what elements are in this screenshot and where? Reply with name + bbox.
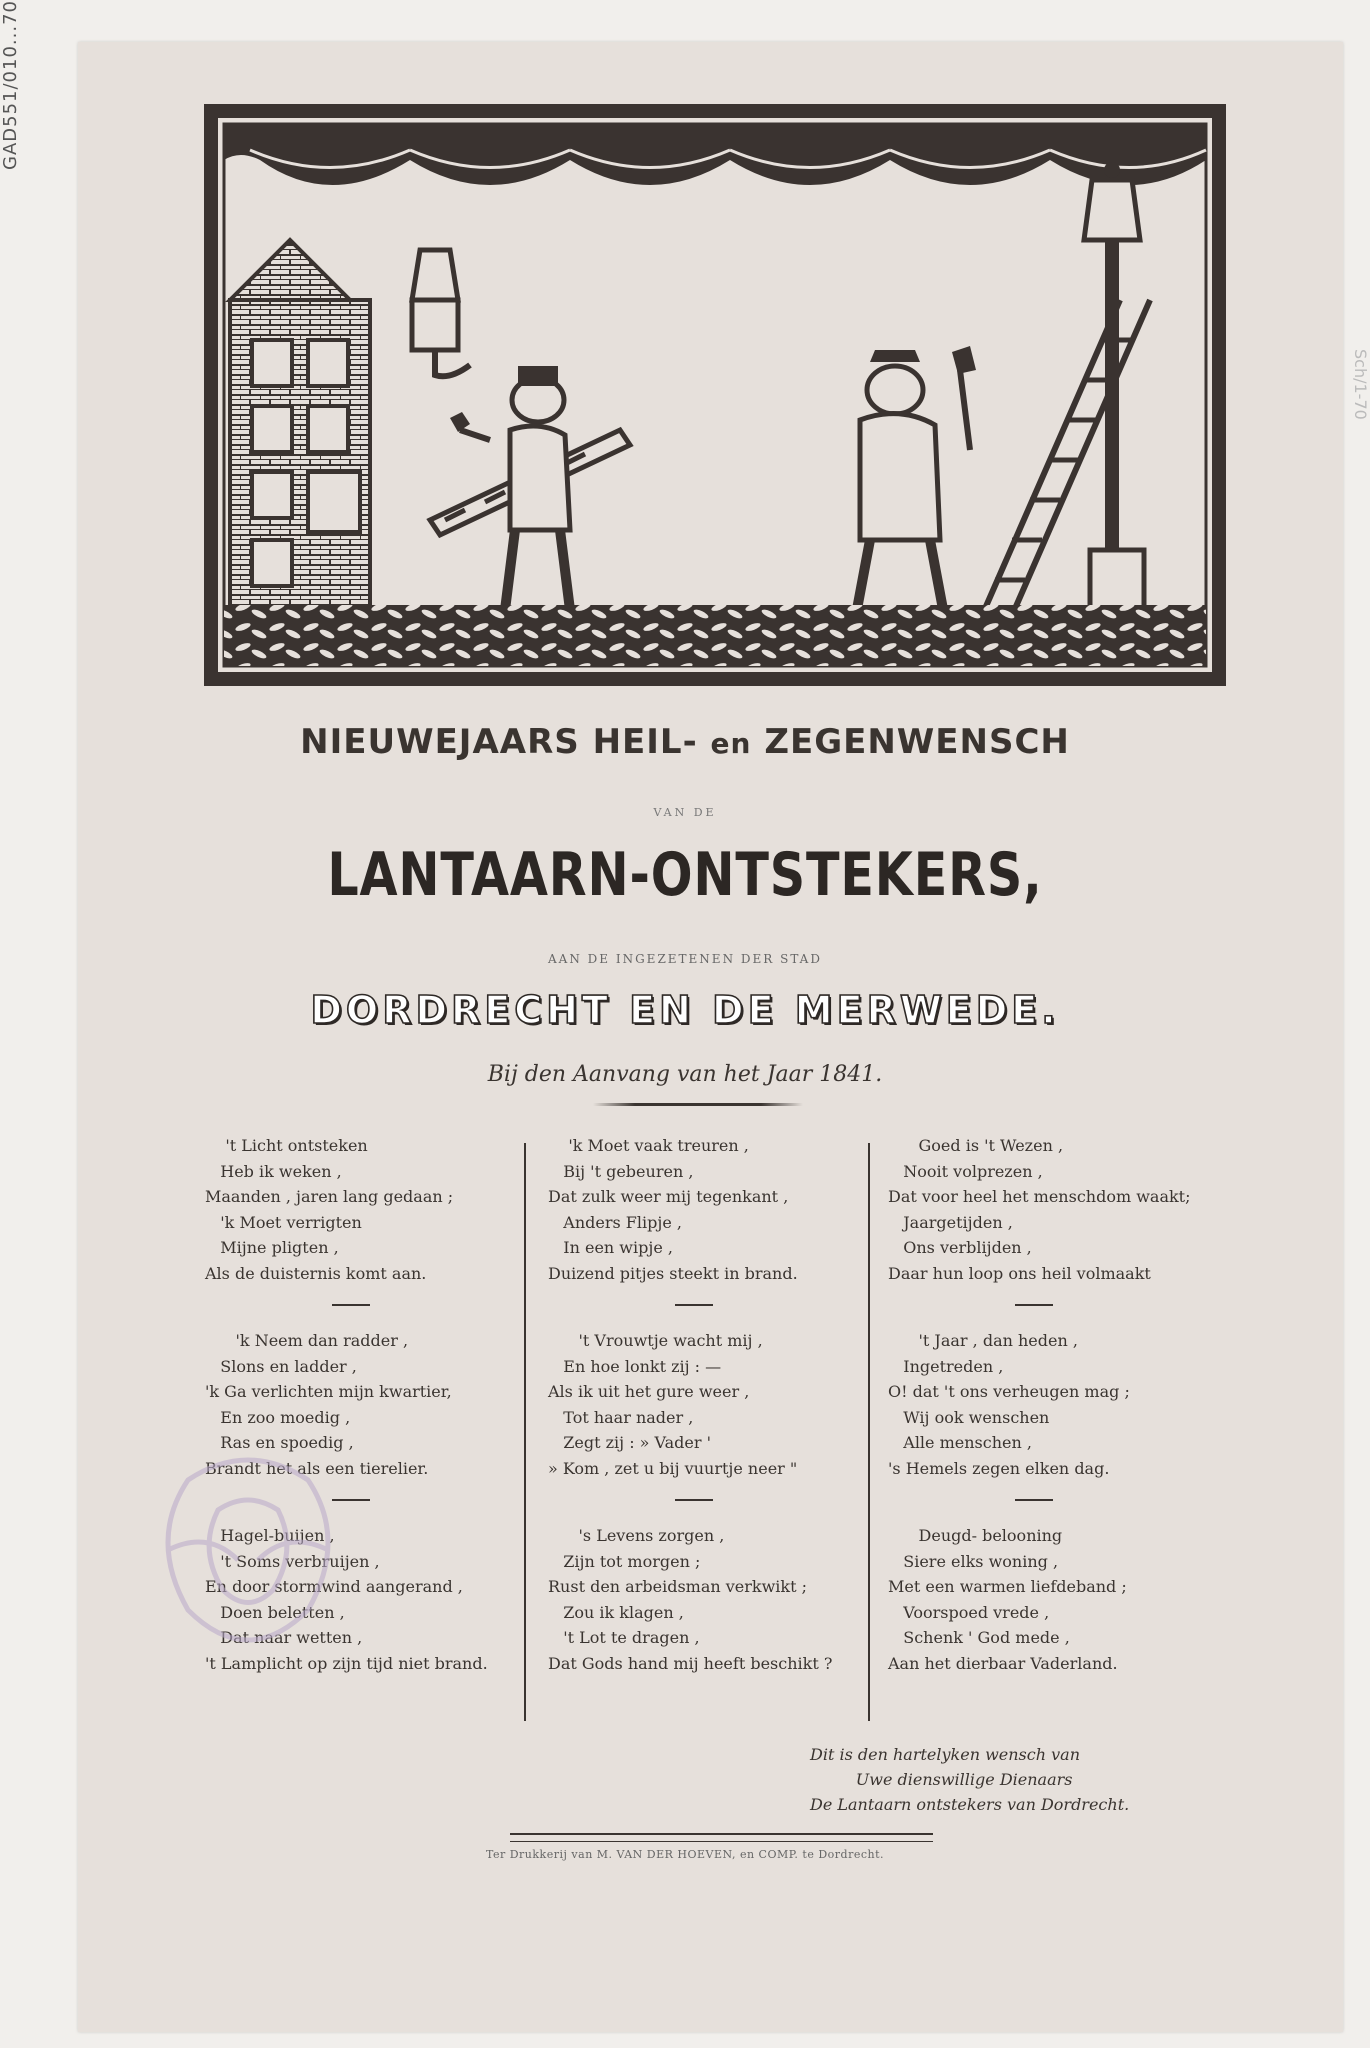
printer-rule bbox=[510, 1833, 933, 1842]
verse-line: » Kom , zet u bij vuurtje neer " bbox=[548, 1458, 798, 1478]
column-rule bbox=[868, 1143, 870, 1721]
verse-line: Aan het dierbaar Vaderland. bbox=[888, 1653, 1118, 1673]
signature-line: De Lantaarn ontstekers van Dordrecht. bbox=[810, 1795, 1130, 1814]
printer-imprint: Ter Drukkerij van M. VAN DER HOEVEN, en COMP. te Dordrecht. bbox=[485, 1848, 885, 1861]
verse-line: 't Lamplicht op zijn tijd niet brand. bbox=[205, 1653, 488, 1673]
title-line-1b: ZEGENWENSCH bbox=[764, 722, 1070, 762]
signature-block bbox=[810, 1742, 1170, 1817]
verse-line: Schenk ' God mede , bbox=[888, 1628, 1070, 1647]
title-van-de: VAN DE bbox=[653, 806, 717, 819]
stanza bbox=[888, 1133, 1218, 1286]
woodcut-illustration bbox=[200, 100, 1230, 690]
verse-line: Dat voor heel het menschdom waakt; bbox=[888, 1187, 1191, 1206]
stanza bbox=[888, 1523, 1218, 1676]
verse-line: Brandt het als een tierelier. bbox=[205, 1458, 429, 1478]
verse-line: In een wipje , bbox=[548, 1238, 673, 1257]
stanza-separator bbox=[1015, 1304, 1053, 1306]
verse-line: 'k Neem dan radder , bbox=[205, 1331, 409, 1350]
verse-line: En door stormwind aangerand , bbox=[205, 1577, 463, 1596]
year-line: Bij den Aanvang van het Jaar 1841. bbox=[487, 1062, 883, 1087]
decorative-rule bbox=[593, 1103, 803, 1106]
verse-line: Als de duisternis komt aan. bbox=[205, 1263, 427, 1283]
verse-line: Als ik uit het gure weer , bbox=[548, 1382, 750, 1401]
verse-line: 't Soms verbruijen , bbox=[205, 1551, 380, 1571]
verse-line: Anders Flipje , bbox=[548, 1212, 682, 1232]
column-rule bbox=[524, 1143, 526, 1721]
verse-line: Dat naar wetten , bbox=[205, 1628, 363, 1647]
verse-line: O! dat 't ons verheugen mag ; bbox=[888, 1382, 1130, 1401]
verse-line: 'k Ga verlichten mijn kwartier, bbox=[205, 1382, 452, 1401]
archive-stamp bbox=[148, 1440, 348, 1680]
verse-line: Ras en spoedig , bbox=[205, 1433, 354, 1452]
stanza bbox=[548, 1328, 848, 1481]
verse-line: 't Jaar , dan heden , bbox=[888, 1331, 1078, 1350]
stanza bbox=[888, 1328, 1218, 1481]
verse-line: Daar hun loop ons heil volmaakt bbox=[888, 1263, 1151, 1283]
stanza-separator bbox=[675, 1304, 713, 1306]
signature-line: Uwe dienswillige Dienaars bbox=[810, 1770, 1073, 1789]
verse-line: En hoe lonkt zij : — bbox=[548, 1356, 722, 1376]
verse-line: Ons verblijden , bbox=[888, 1238, 1032, 1257]
archive-reference: GAD551/010...70 bbox=[0, 0, 21, 170]
stanza bbox=[548, 1133, 848, 1286]
stanza bbox=[548, 1523, 848, 1676]
verse-line: Mijne pligten , bbox=[205, 1238, 339, 1257]
verse-line: 'k Moet verrigten bbox=[205, 1212, 362, 1232]
title-aan: AAN DE INGEZETENEN DER STAD bbox=[548, 952, 822, 966]
title-line-1a: NIEUWEJAARS HEIL- bbox=[300, 722, 698, 762]
title-line-1 bbox=[0, 722, 1370, 762]
verse-line: Duizend pitjes steekt in brand. bbox=[548, 1263, 798, 1283]
title-main: LANTAARN-ONTSTEKERS, bbox=[327, 840, 1043, 910]
verse-line: Nooit volprezen , bbox=[888, 1161, 1043, 1181]
archive-pencil-note: Sch/1-70 bbox=[1351, 349, 1370, 420]
verse-line: 't Lot te dragen , bbox=[548, 1628, 700, 1647]
verse-line: 's Hemels zegen elken dag. bbox=[888, 1458, 1110, 1478]
verse-line: Bij 't gebeuren , bbox=[548, 1161, 694, 1181]
verse-line: Heb ik weken , bbox=[205, 1161, 342, 1181]
poem-column-2 bbox=[548, 1133, 848, 1676]
verse-line: Deugd- belooning bbox=[888, 1526, 1063, 1545]
verse-line: Ingetreden , bbox=[888, 1356, 1004, 1376]
verse-line: Met een warmen liefdeband ; bbox=[888, 1577, 1127, 1596]
verse-line: Rust den arbeidsman verkwikt ; bbox=[548, 1577, 808, 1596]
verse-line: 't Vrouwtje wacht mij , bbox=[548, 1331, 763, 1350]
stanza-separator bbox=[675, 1499, 713, 1501]
stanza bbox=[205, 1133, 505, 1286]
verse-line: Goed is 't Wezen , bbox=[888, 1136, 1064, 1155]
title-city: DORDRECHT EN DE MERWEDE. bbox=[310, 988, 1060, 1032]
signature-line: Dit is den hartelyken wensch van bbox=[810, 1745, 1080, 1764]
verse-line: 'k Moet vaak treuren , bbox=[548, 1136, 749, 1155]
verse-line: Doen beletten , bbox=[205, 1602, 345, 1622]
verse-line: 't Licht ontsteken bbox=[205, 1136, 368, 1155]
verse-line: En zoo moedig , bbox=[205, 1407, 351, 1427]
stanza-separator bbox=[1015, 1499, 1053, 1501]
title-line-1-en: en bbox=[710, 727, 752, 760]
verse-line: Zijn tot morgen ; bbox=[548, 1551, 701, 1571]
verse-line: Maanden , jaren lang gedaan ; bbox=[205, 1187, 454, 1206]
verse-line: Jaargetijden , bbox=[888, 1212, 1013, 1232]
poem-column-3 bbox=[888, 1133, 1218, 1676]
verse-line: Slons en ladder , bbox=[205, 1356, 357, 1376]
verse-line: Zou ik klagen , bbox=[548, 1602, 684, 1622]
verse-line: Dat Gods hand mij heeft beschikt ? bbox=[548, 1653, 833, 1673]
verse-line: Siere elks woning , bbox=[888, 1551, 1059, 1571]
verse-line: Voorspoed vrede , bbox=[888, 1602, 1050, 1622]
verse-line: Alle menschen , bbox=[888, 1433, 1032, 1452]
verse-line: 's Levens zorgen , bbox=[548, 1526, 725, 1545]
verse-line: Tot haar nader , bbox=[548, 1407, 694, 1427]
stanza-separator bbox=[332, 1304, 370, 1306]
verse-line: Hagel-buijen , bbox=[205, 1526, 335, 1545]
verse-line: Dat zulk weer mij tegenkant , bbox=[548, 1187, 789, 1206]
verse-line: Wij ook wenschen bbox=[888, 1407, 1050, 1427]
verse-line: Zegt zij : » Vader ' bbox=[548, 1433, 712, 1452]
